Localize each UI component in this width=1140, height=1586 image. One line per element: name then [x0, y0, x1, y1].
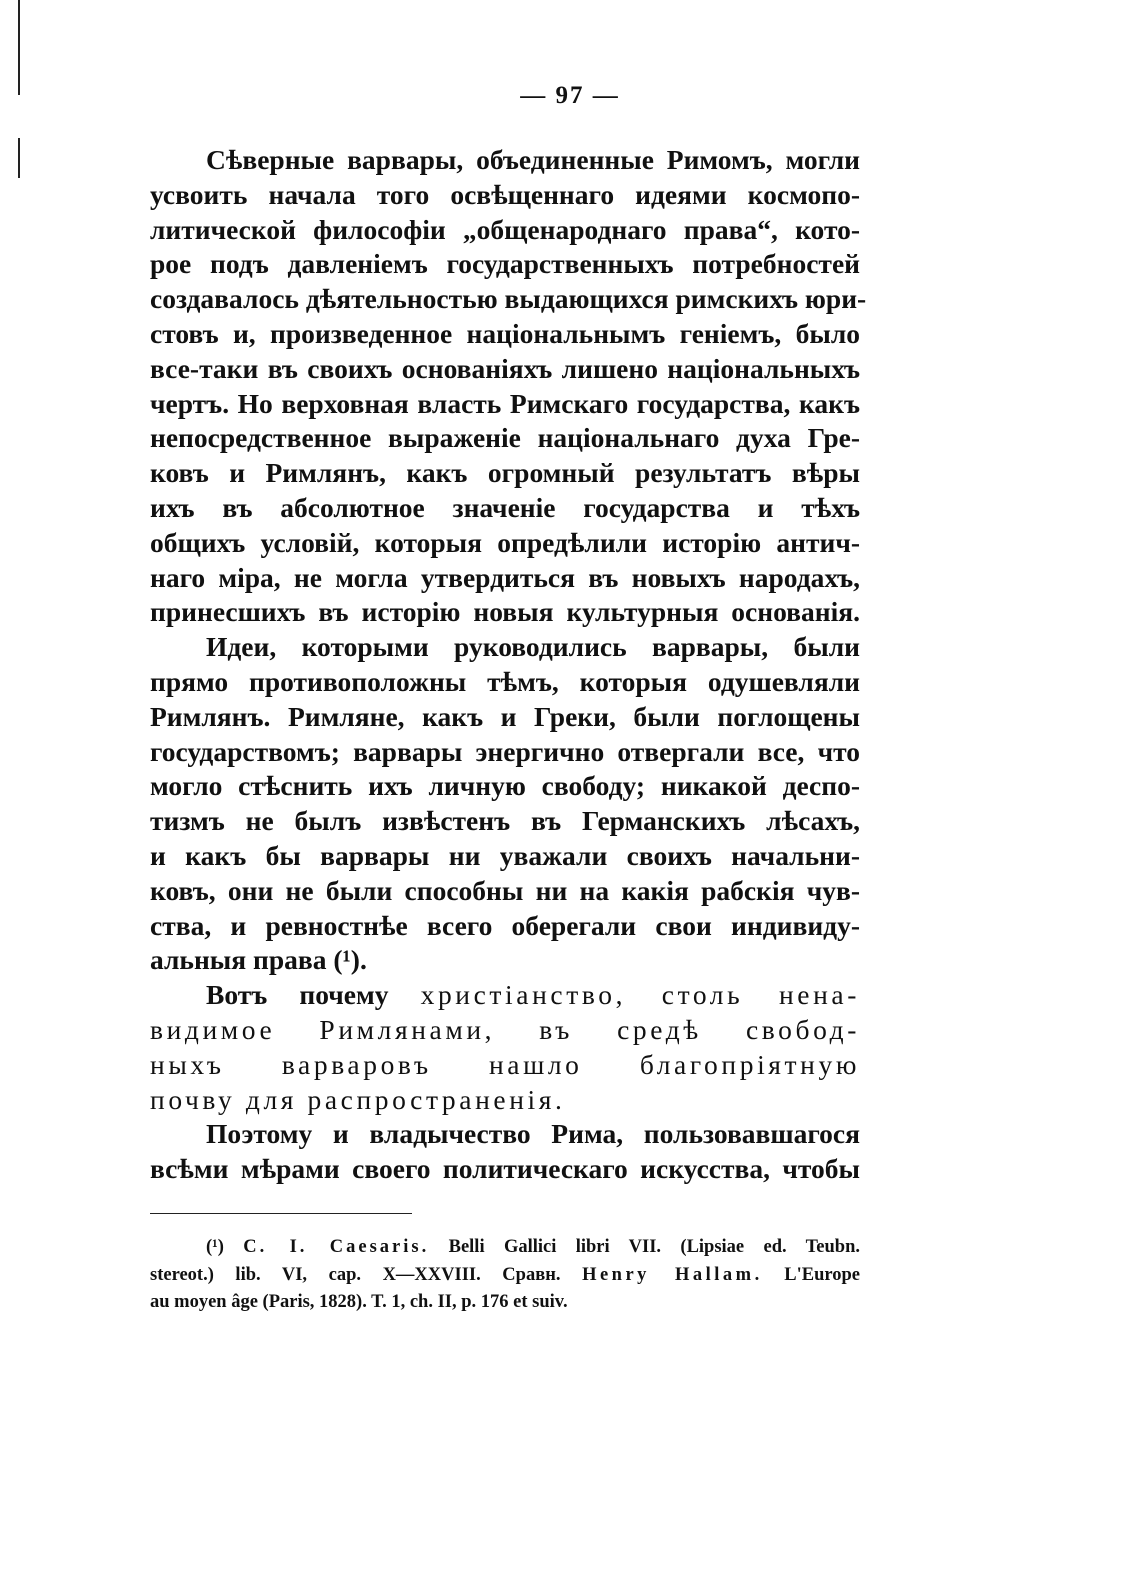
- text-line: ихъ въ абсолютное значеніе государства и тѣхъ: [150, 491, 860, 523]
- emphasized-text: ныхъ варваровъ нашло благопріятную: [150, 1048, 860, 1080]
- text-line: все-таки въ своихъ основаніяхъ лишено національныхъ: [150, 352, 860, 384]
- footnote-divider: [150, 1213, 412, 1214]
- footnote-author: Henry Hallam.: [582, 1264, 763, 1285]
- emphasized-text: видимое Римлянами, въ средѣ свобод-: [150, 1013, 860, 1045]
- body-text: [150, 143, 867, 1187]
- scan-edge-mark: [18, 0, 20, 95]
- text-line: всѣми мѣрами своего политическаго искусства, чтобы: [150, 1153, 860, 1185]
- text-line: Поэтому и владычество Рима, пользовавшагося: [206, 1118, 860, 1150]
- footnote-line: [150, 1234, 860, 1262]
- text-line: Идеи, которыми руководились варвары, были: [206, 631, 860, 663]
- text-line: создавалось дѣятельностью выдающихся римскихъ юри-: [150, 283, 867, 315]
- text-line: чертъ. Но верховная власть Римскаго государства, какъ: [150, 387, 860, 419]
- footnote: [150, 1234, 860, 1317]
- text-line: стовъ и, произведенное національнымъ геніемъ, было: [150, 317, 860, 349]
- text-line: Сѣверные варвары, объединенные Римомъ, могли: [206, 144, 860, 175]
- text-line: и какъ бы варвары ни уважали своихъ начальни-: [150, 839, 860, 871]
- page-number: — 97 —: [520, 82, 620, 109]
- text-line: непосредственное выраженіе національнаго духа Гре-: [150, 422, 860, 454]
- text-line: рое подъ давленіемъ государственныхъ потребностей: [150, 248, 860, 280]
- paragraph-4: [150, 1117, 860, 1187]
- text-line: принесшихъ въ исторію новыя культурныя основанія.: [150, 596, 860, 628]
- paragraph-2: [150, 630, 860, 978]
- paragraph-3: [150, 978, 860, 1117]
- emphasized-text: христіанство, столь нена-: [420, 979, 860, 1011]
- footnote-line: [150, 1262, 860, 1290]
- text-line: наго міра, не могла утвердиться въ новыхъ народахъ,: [150, 561, 860, 593]
- text-line: государствомъ; варвары энергично отвергали все, что: [150, 735, 860, 767]
- text-line: тизмъ не былъ извѣстенъ въ Германскихъ лѣсахъ,: [150, 805, 860, 837]
- emphasized-text: почву для распространенія.: [150, 1083, 566, 1115]
- text-line: общихъ условій, которыя опредѣлили исторію антич-: [150, 526, 860, 558]
- text-line: прямо противоположны тѣмъ, которыя одушевляли: [150, 665, 860, 697]
- footnote-text: L'Europe: [784, 1264, 861, 1285]
- text-line: ства, и ревностнѣе всего оберегали свои индивиду-: [150, 909, 860, 941]
- text-line: ковъ, они не были способны ни на какія рабскія чув-: [150, 874, 860, 906]
- text-span: Вотъ почему: [206, 979, 389, 1011]
- text-line: усвоить начала того освѣщеннаго идеями космопо-: [150, 178, 860, 210]
- footnote-author: C. I. Caesaris.: [243, 1237, 430, 1257]
- text-line: альныя права (¹).: [150, 944, 367, 976]
- scan-edge-mark: [18, 138, 20, 178]
- text-line: могло стѣснить ихъ личную свободу; никакой деспо-: [150, 770, 860, 802]
- text-line: Римлянъ. Римляне, какъ и Греки, были поглощены: [150, 700, 860, 732]
- paragraph-1: [150, 143, 867, 630]
- footnote-text: Belli Gallici libri VII. (Lipsiae ed. Teubn.: [448, 1237, 861, 1257]
- text-line: литической философіи „общенароднаго права“, кото-: [150, 213, 860, 245]
- footnote-marker: (¹): [206, 1237, 224, 1257]
- footnote-line: au moyen âge (Paris, 1828). T. 1, ch. II, p. 176 et suiv.: [150, 1292, 568, 1312]
- footnote-text: stereot.) lib. VI, cap. X—XXVIII. Сравн.: [150, 1264, 561, 1285]
- text-line: [150, 978, 860, 1013]
- text-line: ковъ и Римлянъ, какъ огромный результатъ вѣры: [150, 457, 860, 489]
